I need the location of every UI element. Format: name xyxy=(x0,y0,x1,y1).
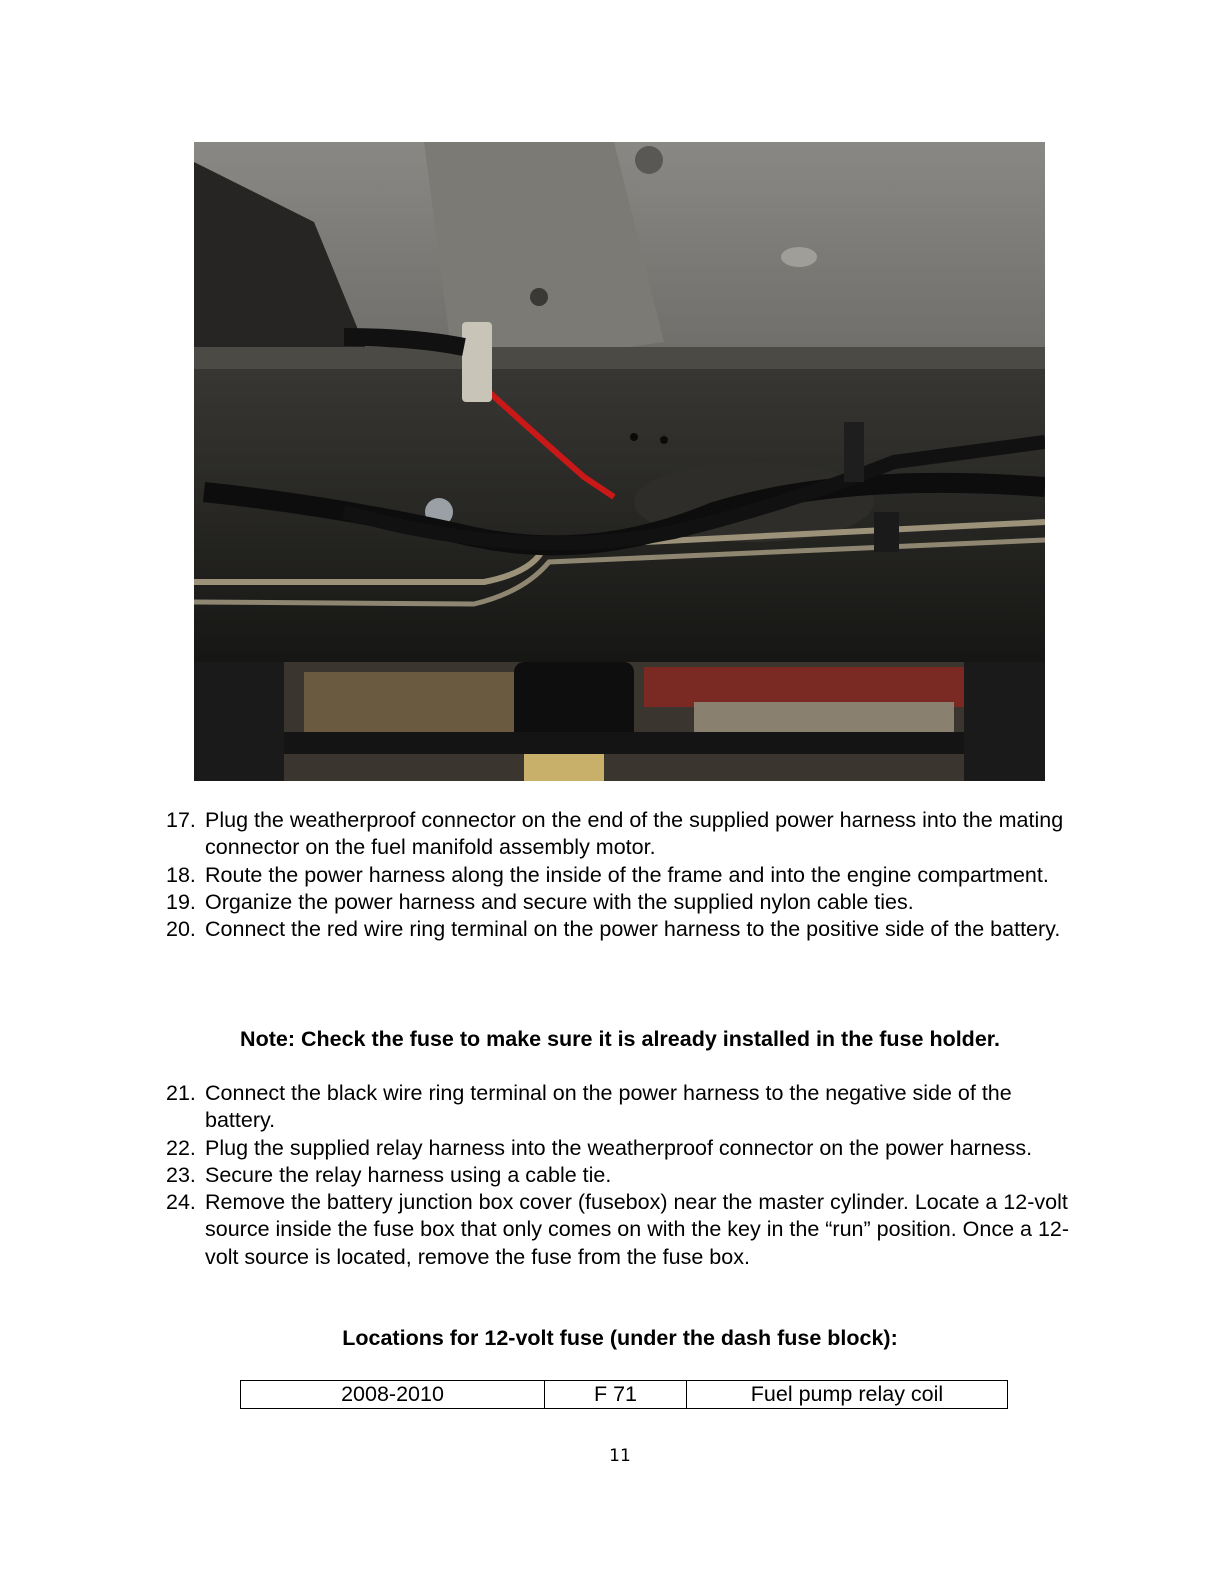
list-item xyxy=(166,916,1086,943)
circuit-cell: Fuel pump relay coil xyxy=(687,1381,1008,1409)
step-number: 19. xyxy=(166,889,196,914)
fuse-id-cell: F 71 xyxy=(545,1381,687,1409)
list-item xyxy=(166,1135,1086,1162)
undercarriage-illustration xyxy=(194,142,1045,781)
fuse-location-table xyxy=(240,1380,1008,1409)
page-number: 11 xyxy=(609,1446,631,1466)
list-item xyxy=(166,807,1086,862)
step-text: Connect the red wire ring terminal on the power harness to the positive side of the battery. xyxy=(205,917,1061,942)
step-text: Remove the battery junction box cover (fusebox) near the master cylinder. Locate a 12-volt source inside the fuse box that only comes on with the key in the “run” position. Once a 12-volt source is located, remove the fuse from the fuse box. xyxy=(205,1190,1070,1269)
list-item xyxy=(166,862,1086,889)
step-number: 24. xyxy=(166,1190,196,1215)
table-row xyxy=(241,1381,1008,1409)
step-text: Organize the power harness and secure with the supplied nylon cable ties. xyxy=(205,889,914,914)
step-text: Plug the weatherproof connector on the end of the supplied power harness into the mating connector on the fuel manifold assembly motor. xyxy=(205,808,1064,860)
undercarriage-photo xyxy=(194,142,1045,781)
steps-list-b xyxy=(166,1080,1086,1271)
fuse-locations-heading: Locations for 12-volt fuse (under the dash fuse block): xyxy=(342,1326,898,1350)
step-text: Plug the supplied relay harness into the weatherproof connector on the power harness. xyxy=(205,1135,1033,1160)
steps-list-a xyxy=(166,807,1086,943)
list-item xyxy=(166,1080,1086,1135)
step-text: Route the power harness along the inside of the frame and into the engine compartment. xyxy=(205,862,1049,887)
list-item xyxy=(166,889,1086,916)
fuse-note: Note: Check the fuse to make sure it is already installed in the fuse holder. xyxy=(240,1027,1000,1051)
step-number: 22. xyxy=(166,1135,196,1160)
list-item xyxy=(166,1162,1086,1189)
step-number: 20. xyxy=(166,917,196,942)
step-text: Secure the relay harness using a cable tie. xyxy=(205,1162,612,1187)
list-item xyxy=(166,1189,1086,1271)
step-number: 17. xyxy=(166,808,196,832)
model-years-cell: 2008-2010 xyxy=(241,1381,545,1409)
step-number: 21. xyxy=(166,1081,196,1105)
step-number: 18. xyxy=(166,862,196,887)
step-text: Connect the black wire ring terminal on the power harness to the negative side of the battery. xyxy=(205,1081,1012,1133)
step-number: 23. xyxy=(166,1162,196,1187)
